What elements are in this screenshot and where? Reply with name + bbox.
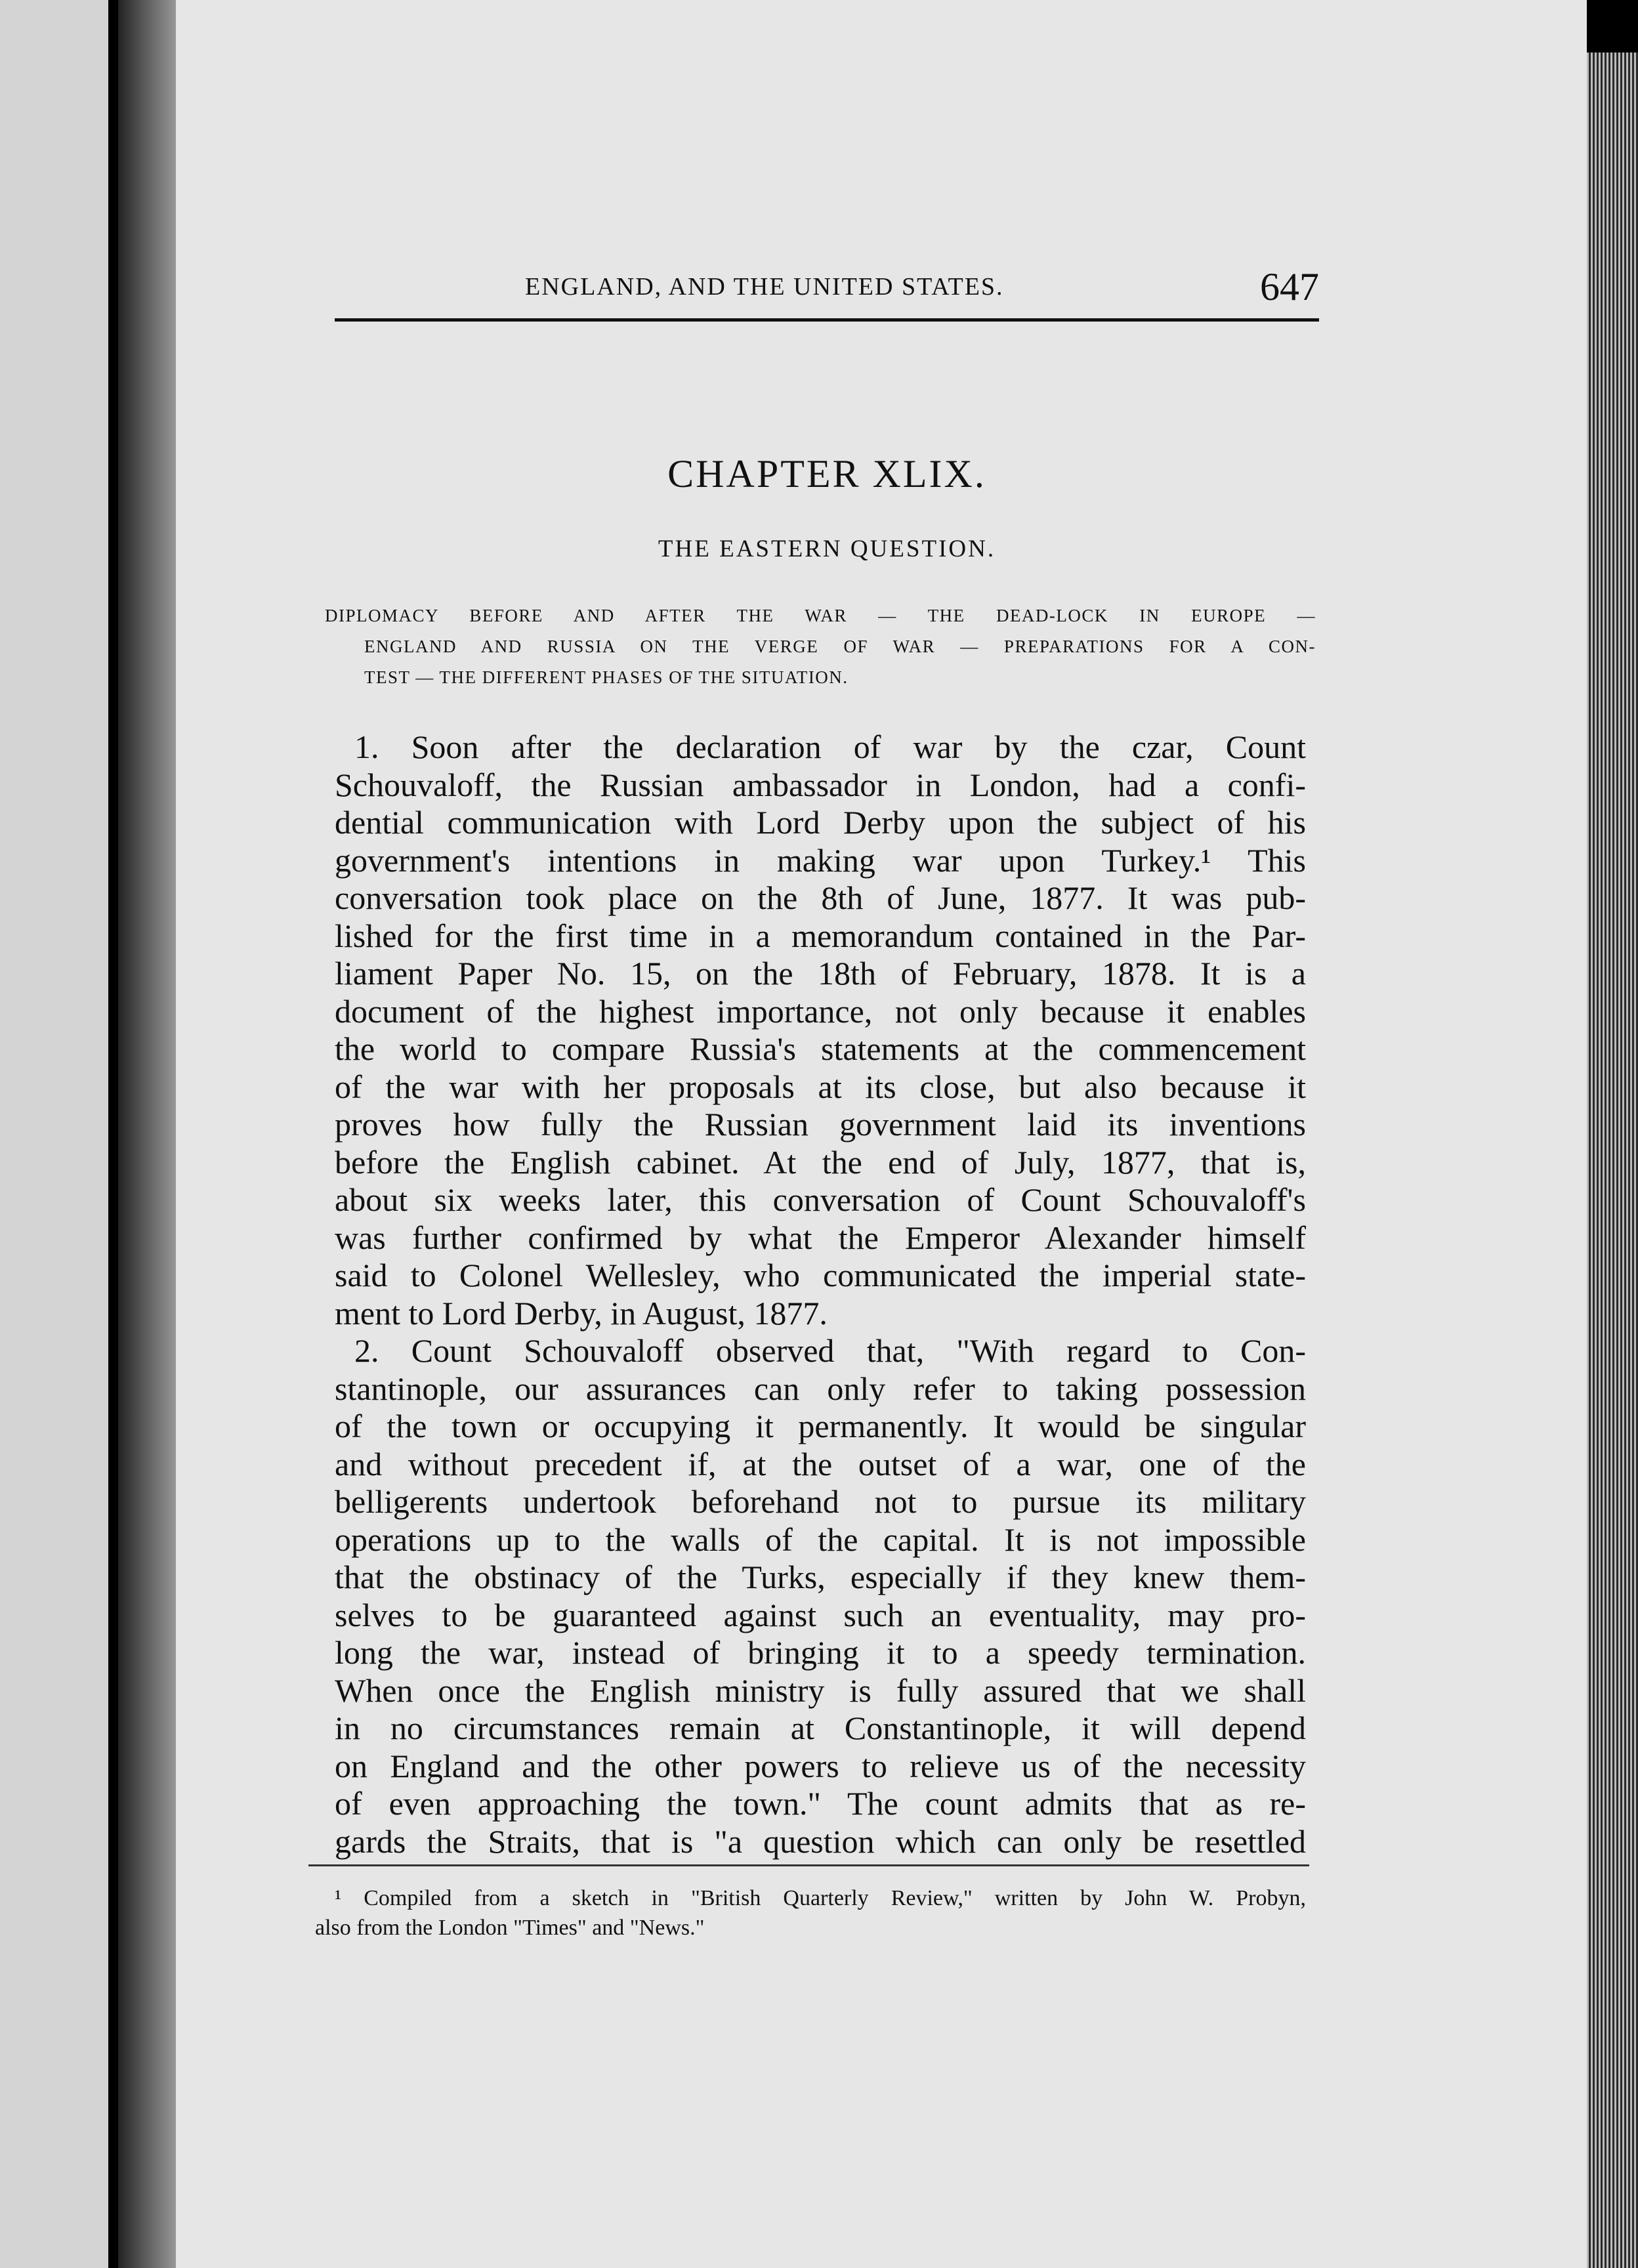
text-line: long the war, instead of bringing it to a speedy termination.: [335, 1634, 1306, 1671]
text-line: conversation took place on the 8th of June, 1877. It was pub-: [335, 879, 1306, 916]
synopsis-line: TEST — THE DIFFERENT PHASES OF THE SITUATION.: [364, 667, 849, 687]
book-gutter: [118, 0, 177, 2268]
running-title: ENGLAND, AND THE UNITED STATES.: [525, 273, 1004, 301]
footnote-line: also from the London "Times" and "News.": [315, 1916, 705, 1940]
text-line: that the obstinacy of the Turks, especially if they knew them-: [335, 1559, 1306, 1595]
text-line: 2. Count Schouvaloff observed that, "With regard to Con-: [354, 1332, 1306, 1369]
text-line: of the war with her proposals at its close, but also because it: [335, 1068, 1306, 1105]
page-edges: [1587, 52, 1638, 2268]
synopsis-line: ENGLAND AND RUSSIA ON THE VERGE OF WAR — PREPARATIONS FOR A CON-: [364, 637, 1316, 656]
footnotes: [315, 1883, 1306, 1942]
text-line: the world to compare Russia's statements at the commencement: [335, 1030, 1306, 1067]
body-text: [335, 728, 1306, 1860]
footnote-line: ¹ Compiled from a sketch in "British Quarterly Review," written by John W. Probyn,: [335, 1886, 1306, 1910]
text-line: about six weeks later, this conversation of Count Schouvaloff's: [335, 1181, 1306, 1218]
text-line: operations up to the walls of the capital. It is not impossible: [335, 1521, 1306, 1558]
text-line: ment to Lord Derby, in August, 1877.: [335, 1294, 828, 1332]
footnote-rule: [308, 1864, 1309, 1866]
text-line: of even approaching the town." The count admits that as re-: [335, 1785, 1306, 1822]
text-line: on England and the other powers to relieve us of the necessity: [335, 1747, 1306, 1784]
text-line: stantinople, our assurances can only refer to taking possession: [335, 1370, 1306, 1407]
page-number: 647: [1260, 265, 1319, 308]
text-line: said to Colonel Wellesley, who communicated the imperial state-: [335, 1257, 1306, 1293]
text-line: was further confirmed by what the Emperor Alexander himself: [335, 1219, 1306, 1256]
chapter-subtitle: THE EASTERN QUESTION.: [658, 536, 996, 562]
running-head: [335, 266, 1319, 322]
text-line: in no circumstances remain at Constantinople, it will depend: [335, 1710, 1306, 1746]
text-line: and without precedent if, at the outset of a war, one of the: [335, 1445, 1306, 1482]
facing-page: [0, 0, 108, 2268]
text-line: dential communication with Lord Derby upon the subject of his: [335, 804, 1306, 841]
text-line: of the town or occupying it permanently. It would be singular: [335, 1408, 1306, 1444]
text-line: 1. Soon after the declaration of war by the czar, Count: [354, 728, 1306, 765]
text-line: government's intentions in making war upon Turkey.¹ This: [335, 841, 1306, 879]
text-line: belligerents undertook beforehand not to pursue its military: [335, 1483, 1306, 1520]
text-line: When once the English ministry is fully assured that we shall: [335, 1671, 1306, 1709]
text-line: lished for the first time in a memorandum contained in the Par-: [335, 917, 1306, 954]
synopsis-line: DIPLOMACY BEFORE AND AFTER THE WAR — THE DEAD-LOCK IN EUROPE —: [325, 606, 1316, 625]
text-line: proves how fully the Russian government laid its inventions: [335, 1106, 1306, 1143]
chapter-title: CHAPTER XLIX.: [667, 452, 986, 495]
text-line: selves to be guaranteed against such an eventuality, may pro-: [335, 1596, 1306, 1633]
text-line: before the English cabinet. At the end of July, 1877, that is,: [335, 1143, 1306, 1181]
text-line: liament Paper No. 15, on the 18th of February, 1878. It is a: [335, 955, 1306, 992]
chapter-synopsis: [325, 600, 1316, 693]
text-line: gards the Straits, that is "a question which can only be resettled: [335, 1822, 1306, 1860]
text-line: document of the highest importance, not only because it enables: [335, 992, 1306, 1030]
text-line: Schouvaloff, the Russian ambassador in London, had a confi-: [335, 766, 1306, 803]
